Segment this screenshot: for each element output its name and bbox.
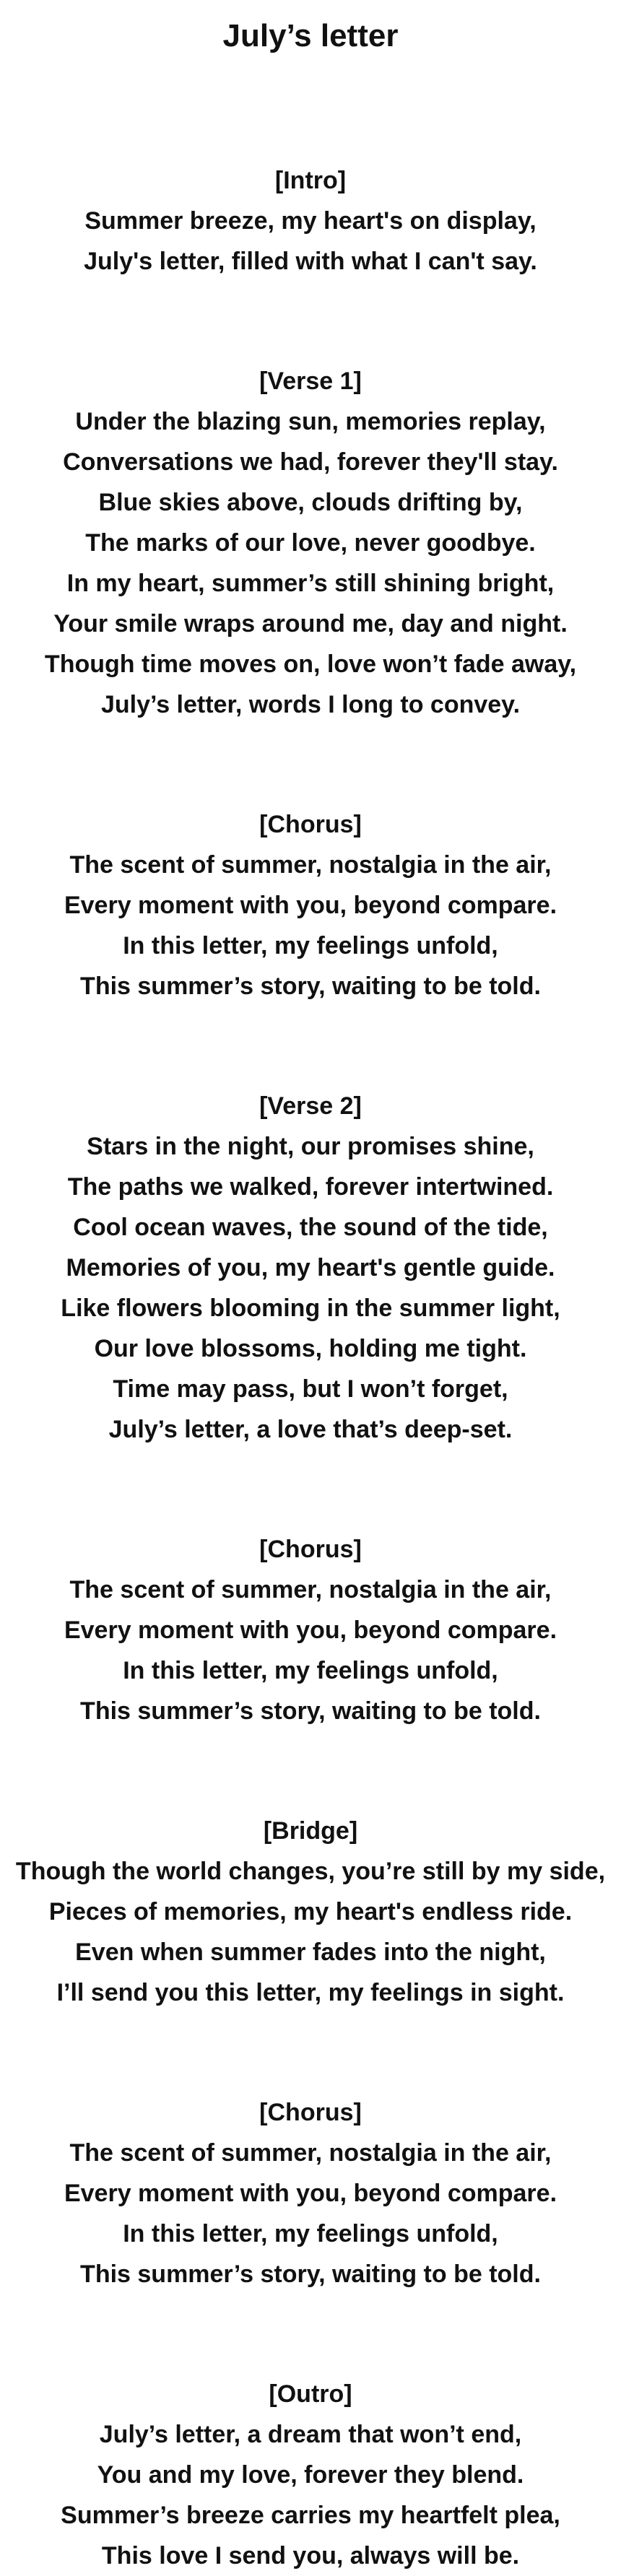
lyrics-section <box>0 1086 621 1450</box>
lyric-line: Blue skies above, clouds drifting by, <box>98 489 523 516</box>
lyric-line: The marks of our love, never goodbye. <box>85 529 536 557</box>
lyric-line: Under the blazing sun, memories replay, <box>75 408 546 435</box>
section-heading: [Chorus] <box>259 811 362 838</box>
section-heading: [Chorus] <box>259 2099 362 2126</box>
lyrics-section <box>0 1529 621 1731</box>
lyric-line: Pieces of memories, my heart's endless ride. <box>48 1898 573 1926</box>
lyrics-section <box>0 2092 621 2294</box>
lyric-line: July’s letter, words I long to convey. <box>100 691 521 718</box>
lyric-line: Every moment with you, beyond compare. <box>64 892 557 919</box>
lyric-line: Summer breeze, my heart's on display, <box>84 207 537 235</box>
lyric-line: In my heart, summer’s still shining bright, <box>66 570 555 597</box>
lyric-line: Stars in the night, our promises shine, <box>87 1133 534 1160</box>
lyric-line: In this letter, my feelings unfold, <box>123 932 498 960</box>
lyrics-section <box>0 160 621 282</box>
lyric-line: July’s letter, a love that’s deep-set. <box>108 1416 513 1443</box>
lyric-line: This summer’s story, waiting to be told. <box>80 1697 541 1725</box>
lyric-line: Like flowers blooming in the summer light, <box>61 1294 560 1322</box>
lyric-line: July's letter, filled with what I can't say. <box>84 248 537 275</box>
song-title: July’s letter <box>222 18 399 53</box>
section-heading: [Intro] <box>274 167 347 194</box>
lyric-line: The paths we walked, forever intertwined. <box>67 1173 554 1201</box>
lyric-line: Our love blossoms, holding me tight. <box>94 1335 527 1362</box>
lyrics-sections <box>0 160 621 2576</box>
lyric-line: Conversations we had, forever they'll stay. <box>63 448 558 476</box>
lyric-line: Memories of you, my heart's gentle guide. <box>66 1254 555 1282</box>
section-heading: [Outro] <box>269 2380 352 2408</box>
lyrics-section <box>0 2374 621 2576</box>
lyrics-section <box>0 804 621 1006</box>
section-heading: [Verse 1] <box>259 367 362 395</box>
lyric-line: I’ll send you this letter, my feelings in sight. <box>56 1979 565 2006</box>
lyric-line: In this letter, my feelings unfold, <box>123 2220 498 2248</box>
lyric-line: Every moment with you, beyond compare. <box>64 1616 557 1644</box>
lyric-line: In this letter, my feelings unfold, <box>123 1657 498 1684</box>
lyric-line: Even when summer fades into the night, <box>75 1938 546 1966</box>
lyric-line: This summer’s story, waiting to be told. <box>80 2260 541 2288</box>
lyric-line: The scent of summer, nostalgia in the air, <box>69 2139 552 2167</box>
lyric-line: You and my love, forever they blend. <box>97 2461 524 2489</box>
lyrics-section <box>0 1811 621 2013</box>
section-heading: [Chorus] <box>259 1536 362 1563</box>
lyric-line: The scent of summer, nostalgia in the air, <box>69 1576 552 1604</box>
lyric-line: July’s letter, a dream that won’t end, <box>99 2421 522 2448</box>
lyrics-section <box>0 361 621 725</box>
lyric-line: Every moment with you, beyond compare. <box>64 2180 557 2207</box>
lyric-line: This summer’s story, waiting to be told. <box>80 972 541 1000</box>
lyric-line: Summer’s breeze carries my heartfelt plea, <box>61 2502 560 2529</box>
lyric-line: The scent of summer, nostalgia in the air, <box>69 851 552 879</box>
lyric-line: Your smile wraps around me, day and night. <box>53 610 568 638</box>
lyric-line: Though the world changes, you’re still by my side, <box>15 1858 606 1885</box>
section-heading: [Verse 2] <box>259 1092 362 1120</box>
lyric-line: Though time moves on, love won’t fade away, <box>44 650 577 678</box>
lyric-line: Time may pass, but I won’t forget, <box>113 1375 508 1403</box>
lyric-line: This love I send you, always will be. <box>101 2542 520 2570</box>
section-heading: [Bridge] <box>263 1817 358 1845</box>
lyric-line: Cool ocean waves, the sound of the tide, <box>73 1214 548 1241</box>
